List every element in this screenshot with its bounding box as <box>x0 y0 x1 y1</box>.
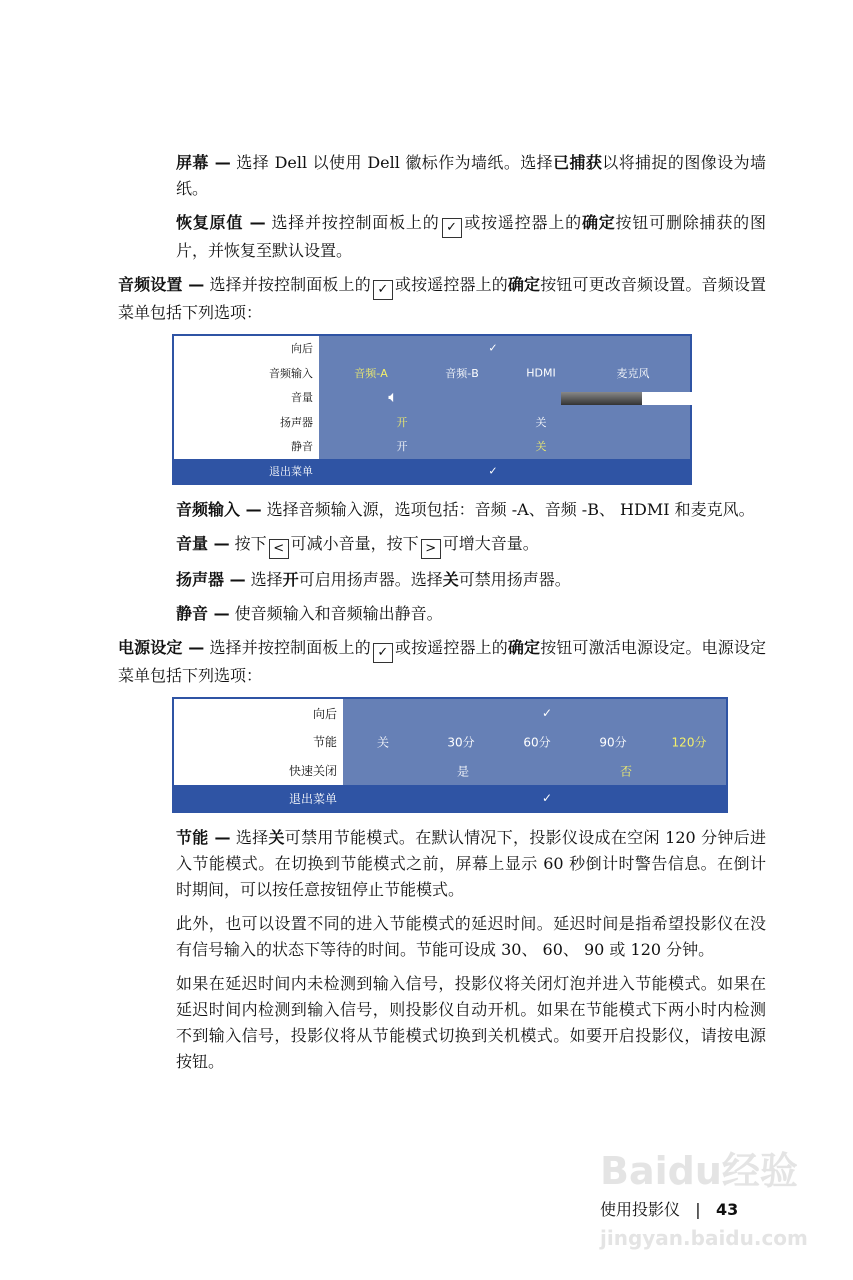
text: 使音频输入和音频输出静音。 <box>229 604 443 623</box>
text: 以将捕捉的图像设为墙纸。 <box>176 153 766 198</box>
check-icon[interactable]: ✓ <box>541 706 553 720</box>
text: 或按遥控器上的 <box>394 638 508 657</box>
option-audio-a[interactable]: 音频-A <box>354 366 388 380</box>
para-audio-settings <box>118 272 766 326</box>
row-label: 向后 <box>174 699 343 727</box>
watermark-logo: Baidu经验 <box>600 1149 798 1193</box>
check-icon[interactable]: ✓ <box>488 341 498 355</box>
para-speaker <box>176 567 766 593</box>
option-on[interactable]: 开 <box>396 415 408 429</box>
volume-fill <box>561 392 642 405</box>
option-90[interactable]: 90分 <box>599 735 627 749</box>
menu-row-exit[interactable] <box>174 459 690 484</box>
menu-row-back <box>174 336 690 361</box>
term: 音频输入 — <box>176 500 262 519</box>
bold: 已捕获 <box>553 153 603 172</box>
para-power-save <box>176 825 766 903</box>
option-30[interactable]: 30分 <box>447 735 475 749</box>
menu-row-volume <box>174 385 768 410</box>
text: 可禁用扬声器。 <box>458 570 571 589</box>
menu-row-quick-shutdown <box>174 756 726 785</box>
option-off[interactable]: 关 <box>535 440 547 454</box>
para-screen <box>176 150 766 202</box>
para-mute <box>176 601 766 627</box>
term: 电源设定 — <box>118 638 205 657</box>
text: 可减小音量，按下 <box>290 534 419 553</box>
section-name: 使用投影仪 <box>600 1200 681 1219</box>
text: 按下 <box>229 534 267 553</box>
bold: 确定 <box>507 275 541 294</box>
audio-settings-menu <box>172 334 768 485</box>
term: 音频设置 — <box>118 275 205 294</box>
option-on[interactable]: 开 <box>396 440 408 454</box>
checkmark-button-icon: ✓ <box>373 280 393 300</box>
text: 或按遥控器上的 <box>394 275 508 294</box>
text: 可增大音量。 <box>442 534 539 553</box>
option-no[interactable]: 否 <box>619 764 633 778</box>
text: 按钮可删除捕获的图片，并恢复至默认设置。 <box>176 213 766 260</box>
check-icon: ✓ <box>541 791 553 805</box>
para-power-settings <box>118 635 766 689</box>
menu-row-mute <box>174 434 690 459</box>
text: 按钮可更改音频设置。音频设置菜单包括下列选项： <box>118 275 766 322</box>
row-label: 向后 <box>174 336 319 361</box>
speaker-icon: 🔈︎ <box>388 387 398 407</box>
menu-row-back <box>174 699 726 727</box>
volume-slider[interactable] <box>561 392 726 405</box>
checkmark-button-icon: ✓ <box>442 218 462 238</box>
term: 屏幕 — <box>176 153 231 172</box>
bold: 确定 <box>581 213 616 232</box>
text: 选择 <box>245 570 283 589</box>
menu-row-power-save <box>174 727 726 756</box>
row-label: 音量 <box>174 385 319 410</box>
bold: 关 <box>268 828 285 847</box>
para-reset <box>176 210 766 264</box>
option-120[interactable]: 120分 <box>671 735 707 749</box>
checkmark-button-icon: ✓ <box>373 643 393 663</box>
para-volume <box>176 531 766 559</box>
bold: 关 <box>442 570 459 589</box>
term: 静音 — <box>176 604 230 623</box>
option-mic[interactable]: 麦克风 <box>616 366 650 380</box>
text: 按钮可激活电源设定。电源设定菜单包括下列选项： <box>118 638 766 685</box>
menu-row-speaker <box>174 410 690 435</box>
row-label: 扬声器 <box>174 410 319 435</box>
term: 恢复原值 — <box>176 213 266 232</box>
text: 选择 Dell 以使用 Dell 徽标作为墙纸。选择 <box>230 153 554 172</box>
para-no-signal <box>176 971 766 1075</box>
option-off[interactable]: 关 <box>535 415 547 429</box>
document-body <box>0 150 853 1083</box>
page-number: 43 <box>715 1200 739 1219</box>
separator: | <box>695 1200 701 1219</box>
para-audio-input <box>176 497 766 523</box>
text: 选择并按控制面板上的 <box>204 275 371 294</box>
text: 选择音频输入源，选项包括：音频 -A、音频 -B、 HDMI 和麦克风。 <box>261 500 755 519</box>
row-label: 快速关闭 <box>174 756 343 785</box>
text: 此外，也可以设置不同的进入节能模式的延迟时间。延迟时间是指希望投影仪在没有信号输入的状态下等待的时间。节能可设成 30、 60、 90 或 120 分钟。 <box>176 914 766 959</box>
row-label: 退出菜单 <box>174 785 343 811</box>
term: 音量 — <box>176 534 230 553</box>
text: 可启用扬声器。选择 <box>298 570 443 589</box>
power-settings-menu <box>172 697 728 813</box>
option-yes[interactable]: 是 <box>456 764 470 778</box>
bold: 确定 <box>507 638 541 657</box>
right-arrow-button-icon: > <box>421 539 441 559</box>
watermark-url: jingyan.baidu.com <box>600 1226 808 1250</box>
left-arrow-button-icon: < <box>269 539 289 559</box>
page-footer <box>600 1200 738 1220</box>
text: 选择 <box>230 828 269 847</box>
menu-row-audio-input <box>174 361 690 386</box>
text: 选择并按控制面板上的 <box>265 213 440 232</box>
term: 节能 — <box>176 828 231 847</box>
check-icon: ✓ <box>488 464 498 478</box>
option-hdmi[interactable]: HDMI <box>526 366 556 380</box>
row-label: 退出菜单 <box>174 459 319 484</box>
para-delay <box>176 911 766 963</box>
bold: 开 <box>282 570 299 589</box>
row-label: 静音 <box>174 434 319 459</box>
text: 或按遥控器上的 <box>463 213 582 232</box>
menu-row-exit[interactable] <box>174 785 726 811</box>
option-off[interactable]: 关 <box>376 735 390 749</box>
option-audio-b[interactable]: 音频-B <box>445 366 479 380</box>
text: 可禁用节能模式。在默认情况下，投影仪设成在空闲 120 分钟后进入节能模式。在切换到节能模式之前，屏幕上显示 60 秒倒计时警告信息。在倒计时期间，可以按任意按钮停止节能模式。 <box>176 828 766 899</box>
text: 选择并按控制面板上的 <box>204 638 371 657</box>
row-label: 节能 <box>174 727 343 756</box>
row-label: 音频输入 <box>174 361 319 386</box>
term: 扬声器 — <box>176 570 246 589</box>
text: 如果在延迟时间内未检测到输入信号，投影仪将关闭灯泡并进入节能模式。如果在延迟时间内检测到输入信号，则投影仪自动开机。如果在节能模式下两小时内检测不到输入信号，投影仪将从节能模式切换到关机模式。如要开启投影仪，请按电源按钮。 <box>176 974 766 1071</box>
option-60[interactable]: 60分 <box>523 735 551 749</box>
volume-value: 20 <box>752 390 768 404</box>
